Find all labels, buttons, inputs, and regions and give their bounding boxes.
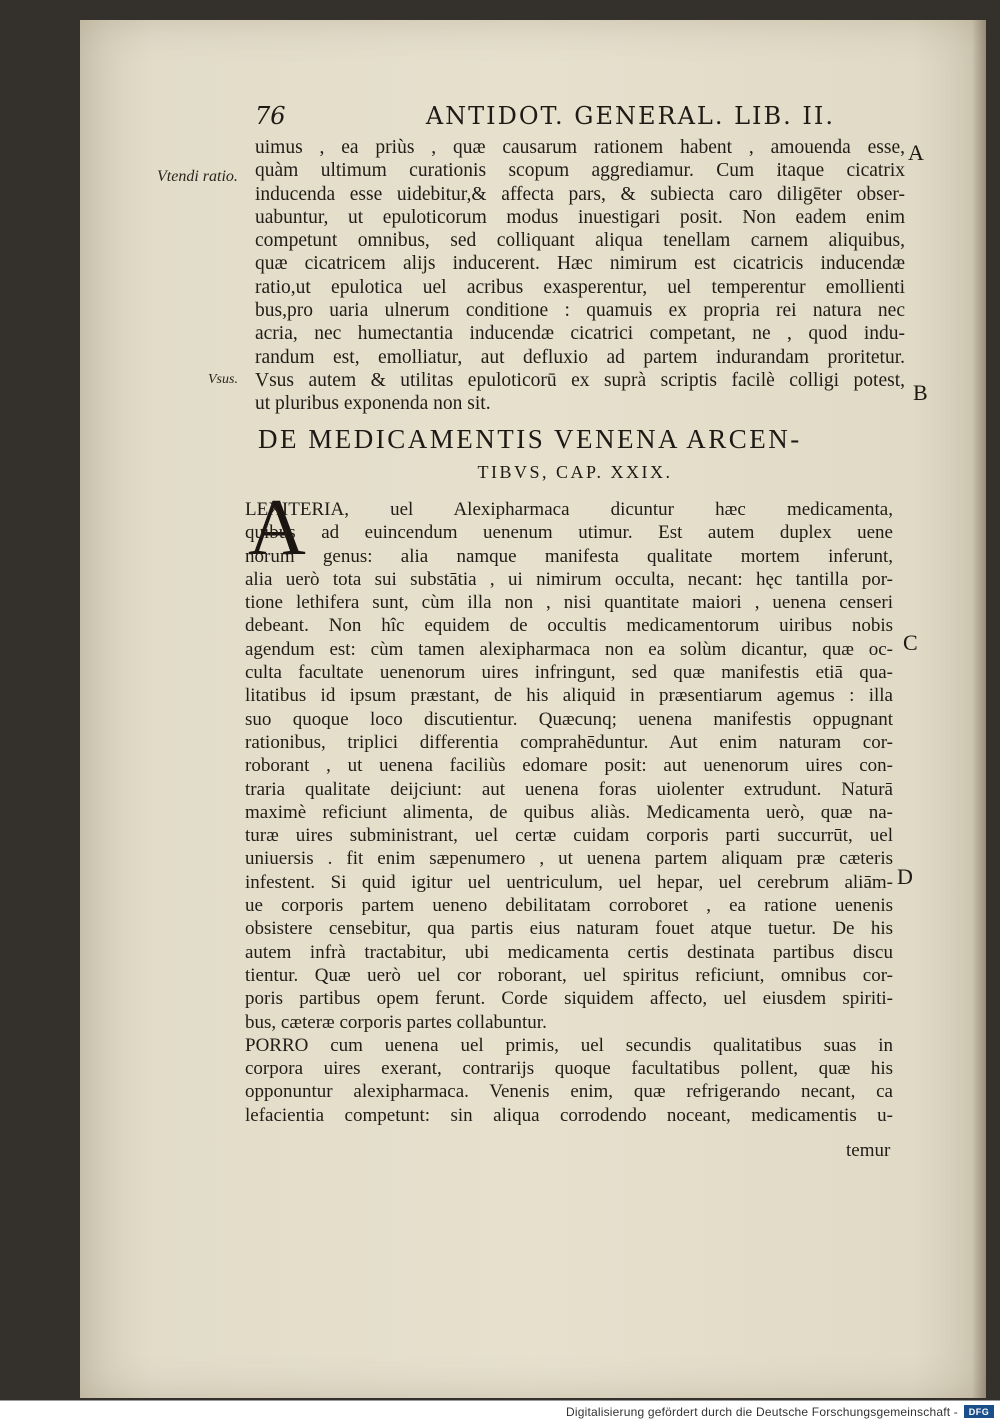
text-line: randum est, emolliatur, aut defluxio ad partem indurandam proritetur. <box>255 346 905 368</box>
text-line: Vsus autem & utilitas epuloticorū ex suprà scriptis facilè colligi potest, <box>255 369 905 391</box>
text-line: competunt omnibus, sed colliquant aliqua tenellam carnem aliquibus, <box>255 230 905 252</box>
text-line: quibus ad euincendum uenenum utimur. Est autem duplex uene <box>245 522 893 544</box>
text-line: bus,pro uaria ulnerum conditione : quamuis ex propria rei natura nec <box>255 300 905 322</box>
footer-credit-text: Digitalisierung gefördert durch die Deutsche Forschungsgemeinschaft - <box>566 1404 958 1419</box>
text-line: bus, cæteræ corporis partes collabuntur. <box>245 1011 547 1033</box>
text-line: ue corporis partem ueneno debilitatam corroboret , ea ratione uenenis <box>245 895 893 917</box>
text-line: ut pluribus exponenda non sit. <box>255 393 491 415</box>
section-marker-c: C <box>903 630 918 655</box>
text-line: maximè reficiunt alimenta, de quibus aliàs. Medicamenta uerò, quæ na- <box>245 801 893 823</box>
text-line: uniuersis . fit enim sæpenumero , ut uenena partem aliquam præ cæteris <box>245 848 893 870</box>
text-line: suo quoque loco discutientur. Quæcunq; uenena manifestis oppugnant <box>245 708 893 730</box>
text-line: corpora uires exerant, contrarijs quoque facultatibus pollent, quæ his <box>245 1058 893 1080</box>
text-line: LEXITERIA, uel Alexipharmaca dicuntur hæc medicamenta, <box>245 499 893 520</box>
text-line: inducenda esse uidebitur,& affecta pars, & subiecta caro diligēter obser- <box>255 183 905 205</box>
text-line: obsistere censebitur, qua partis eius naturam fouet atque tuetur. De his <box>245 918 893 940</box>
text-line: lefacientia competunt: sin aliqua corrodendo noceant, medicamentis u- <box>245 1104 893 1126</box>
text-line: uimus , ea priùs , quæ causarum rationem habent , amouenda esse, <box>255 137 905 158</box>
text-line: debeant. Non hîc equidem de occultis medicamentorum uiribus nobis <box>245 615 893 637</box>
text-line: quæ cicatricem alijs inducerent. Hæc nimirum est cicatricis inducendæ <box>255 253 905 275</box>
dfg-logo: DFG <box>964 1405 994 1418</box>
running-title: ANTIDOT. GENERAL. LIB. II. <box>425 102 835 130</box>
text-line: norum genus: alia namque manifesta qualitate mortem inferunt, <box>245 545 893 567</box>
digitization-footer <box>0 1400 1000 1422</box>
text-line: uabuntur, ut epuloticorum modus inuestigari posit. Non eadem enim <box>255 206 905 228</box>
text-line: opponuntur alexipharmaca. Venenis enim, quæ refrigerando necant, ca <box>245 1081 893 1103</box>
text-line: traria qualitate deijciunt: aut uenena foras uiolenter extrudunt. Naturā <box>245 778 893 800</box>
catchword: temur <box>846 1140 891 1161</box>
text-line: tientur. Quæ uerò uel cor roborant, uel spiritus reficiunt, omnibus cor- <box>245 964 893 986</box>
text-line: poris partibus opem ferunt. Corde siquidem affecto, uel eiusdem spiriti- <box>245 988 893 1010</box>
section-marker-b: B <box>913 380 928 405</box>
chapter-subheading: TIBVS, CAP. XXIX. <box>477 462 673 482</box>
text-line: ratio,ut epulotica uel acribus exasperentur, uel temperentur emollienti <box>255 276 905 298</box>
text-line: turæ uires subministrant, uel certæ cuidam corporis parti succurrūt, uel <box>245 825 893 847</box>
text-line: infestent. Si quid igitur uel uentriculum, uel hepar, uel cerebrum aliām- <box>245 871 893 893</box>
running-header <box>255 102 835 130</box>
text-block-chapter <box>245 498 893 1127</box>
text-line: PORRO cum uenena uel primis, uel secundis qualitatibus suas in <box>245 1034 893 1056</box>
text-line: acria, nec humectantia inducendæ cicatrici competant, ne , quod indu- <box>255 323 905 345</box>
text-line: rationibus, triplici differentia comprahēduntur. Aut enim naturam cor- <box>245 731 893 753</box>
text-line: quàm ultimum curationis scopum aggrediamur. Cum itaque cicatrix <box>255 160 905 182</box>
text-line: autem infrà tractabitur, ubi medicamenta certis destinata partibus discu <box>245 941 893 963</box>
drop-cap-initial: A <box>248 484 306 572</box>
text-line: agendum est: cùm tamen alexipharmaca non ea solùm dicantur, quæ oc- <box>245 638 893 660</box>
text-line: alia uerò tota sui substātia , ui nimirum occulta, necant: hęc tantilla por- <box>245 568 893 590</box>
text-line: roborant , ut uenena faciliùs edomare posit: aut uenenorum uires con- <box>245 755 893 777</box>
text-block-intro <box>255 136 905 416</box>
section-marker-d: D <box>897 864 913 889</box>
text-line: culta facultate uenenorum uires infringunt, sed quæ manifestis etiā qua- <box>245 662 893 684</box>
page-edge-shadow <box>972 20 986 1398</box>
chapter-heading: DE MEDICAMENTIS VENENA ARCEN- <box>258 424 802 454</box>
margin-note-usage: Vtendi ratio. <box>157 168 238 185</box>
section-marker-a: A <box>908 140 924 165</box>
page-number: 76 <box>255 102 286 130</box>
text-line: tione lethifera sunt, cùm illa non , nisi quantitate maiori , uenena censeri <box>245 592 893 614</box>
margin-note-usus: Vsus. <box>208 372 238 387</box>
text-line: litatibus id ipsum præstant, de his aliquid in præsentiarum agemus : illa <box>245 685 893 707</box>
